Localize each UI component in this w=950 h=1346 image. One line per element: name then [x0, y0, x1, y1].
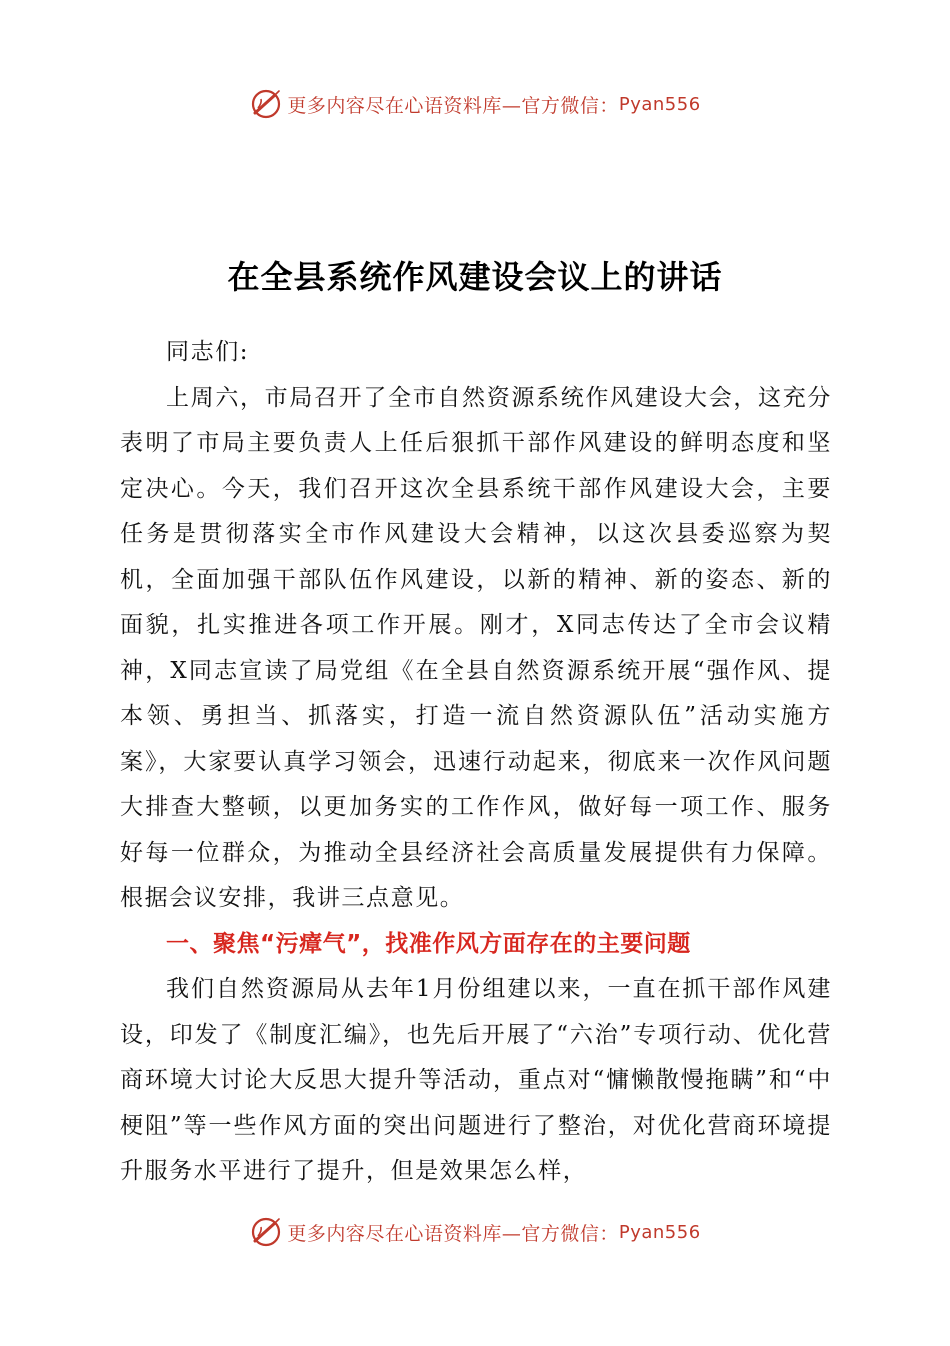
header-watermark	[0, 84, 950, 124]
watermark-wechat-id: Pyan556	[618, 1221, 701, 1243]
pen-logo-icon	[249, 1215, 283, 1249]
watermark-text: 更多内容尽在心语资料库—官方微信：	[287, 1222, 619, 1245]
footer-watermark	[0, 1212, 950, 1252]
paragraph-1: 上周六，市局召开了全市自然资源系统作风建设大会，这充分表明了市局主要负责人上任后狠抓干部作风建设的鲜明态度和坚定决心。今天，我们召开这次全县系统干部作风建设大会，主要任务是贯彻落实全市作风建设大会精神，以这次县委巡察为契机，全面加强干部队伍作风建设，以新的精神、新的姿态、新的面貌，扎实推进各项工作开展。刚才，X同志传达了全市会议精神，X同志宣读了局党组《在全县自然资源系统开展“强作风、提本领、勇担当、抓落实，打造一流自然资源队伍”活动实施方案》，大家要认真学习领会，迅速行动起来，彻底来一次作风问题大排查大整顿，以更加务实的工作作风，做好每一项工作、服务好每一位群众，为推动全县经济社会高质量发展提供有力保障。根据会议安排，我讲三点意见。	[120, 384, 832, 911]
section-heading-1: 一、聚焦“污瘴气”，找准作风方面存在的主要问题	[166, 930, 691, 957]
pen-logo-icon	[249, 87, 283, 121]
watermark-text: 更多内容尽在心语资料库—官方微信：	[287, 94, 619, 117]
paragraph-2: 我们自然资源局从去年1月份组建以来，一直在抓干部作风建设，印发了《制度汇编》，也先后开展了“六治”专项行动、优化营商环境大讨论大反思大提升等活动，重点对“慵懒散慢拖瞒”和“中梗阻”等一些作风方面的突出问题进行了整治，对优化营商环境提升服务水平进行了提升，但是效果怎么样，	[120, 976, 832, 1184]
greeting: 同志们:	[166, 339, 250, 365]
document-body	[120, 330, 832, 1195]
document-title: 在全县系统作风建设会议上的讲话	[227, 258, 723, 296]
watermark-wechat-id: Pyan556	[618, 93, 701, 115]
